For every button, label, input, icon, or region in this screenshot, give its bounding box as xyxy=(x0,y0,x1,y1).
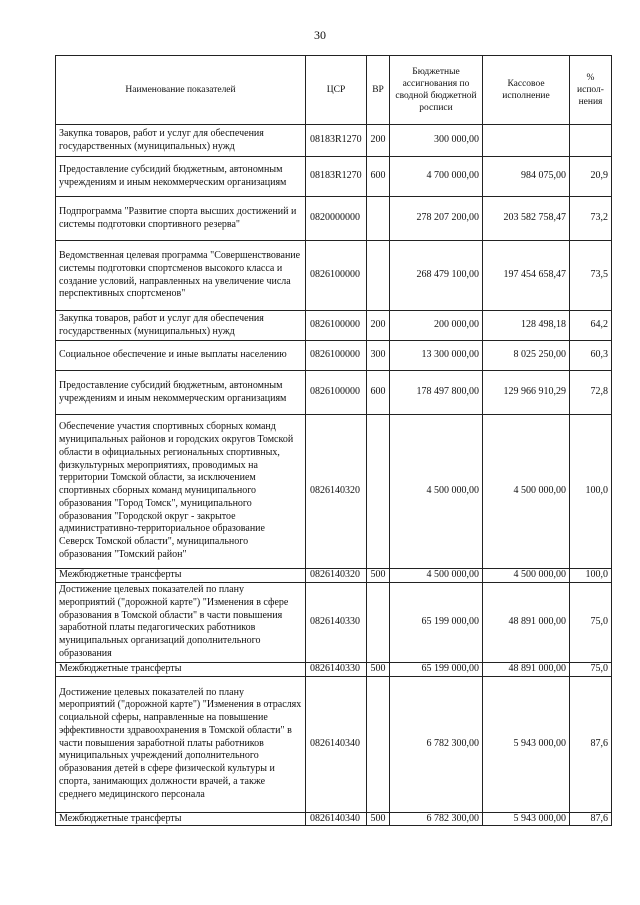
row-cash: 4 500 000,00 xyxy=(483,415,570,569)
row-cash xyxy=(483,125,570,157)
row-percent: 100,0 xyxy=(570,569,612,583)
table-row xyxy=(56,582,612,662)
row-name: Предоставление субсидий бюджетным, автономным учреждениям и иным некоммерческим организациям xyxy=(56,371,306,415)
row-vr: 600 xyxy=(367,157,390,197)
row-vr: 500 xyxy=(367,569,390,583)
table-row xyxy=(56,415,612,569)
row-csr: 0820000000 xyxy=(306,197,367,241)
row-vr xyxy=(367,582,390,662)
row-vr: 200 xyxy=(367,311,390,341)
row-assignments: 178 497 800,00 xyxy=(390,371,483,415)
row-name: Достижение целевых показателей по плану мероприятий ("дорожной карте") "Изменения в сфере образования в Томской области" в части повышения заработной платы педагогических работников муниципальных организаций дополнительного образования xyxy=(56,582,306,662)
row-percent: 73,2 xyxy=(570,197,612,241)
row-percent xyxy=(570,125,612,157)
row-assignments: 268 479 100,00 xyxy=(390,241,483,311)
row-csr: 0826100000 xyxy=(306,241,367,311)
row-name: Социальное обеспечение и иные выплаты населению xyxy=(56,341,306,371)
row-name: Обеспечение участия спортивных сборных команд муниципальных районов и городских округов Томской области в официальных региональных спортивных, физкультурных мероприятиях, проводимых на территории Томской области, за исключением спортивных сборных команд муниципального образования "Город Томск", муниципального образования "Городской округ - закрытое административно-территориальное образование Северск Томской области", муниципального образования "Томский район" xyxy=(56,415,306,569)
row-vr xyxy=(367,197,390,241)
row-assignments: 4 500 000,00 xyxy=(390,569,483,583)
table-row xyxy=(56,241,612,311)
row-percent: 75,0 xyxy=(570,662,612,676)
row-vr: 300 xyxy=(367,341,390,371)
row-name: Закупка товаров, работ и услуг для обеспечения государственных (муниципальных) нужд xyxy=(56,125,306,157)
row-percent: 87,6 xyxy=(570,812,612,826)
row-name: Межбюджетные трансферты xyxy=(56,569,306,583)
row-cash: 128 498,18 xyxy=(483,311,570,341)
page-number: 30 xyxy=(314,28,326,42)
header-name: Наименование показателей xyxy=(56,56,306,125)
row-csr: 0826100000 xyxy=(306,371,367,415)
row-percent: 75,0 xyxy=(570,582,612,662)
row-cash: 48 891 000,00 xyxy=(483,662,570,676)
row-csr: 0826140330 xyxy=(306,582,367,662)
row-csr: 0826100000 xyxy=(306,341,367,371)
row-percent: 73,5 xyxy=(570,241,612,311)
row-vr: 200 xyxy=(367,125,390,157)
row-vr: 500 xyxy=(367,662,390,676)
row-percent: 64,2 xyxy=(570,311,612,341)
row-assignments: 300 000,00 xyxy=(390,125,483,157)
row-cash: 5 943 000,00 xyxy=(483,812,570,826)
row-csr: 0826140320 xyxy=(306,415,367,569)
row-assignments: 200 000,00 xyxy=(390,311,483,341)
row-name: Подпрограмма "Развитие спорта высших достижений и системы подготовки спортивного резерва" xyxy=(56,197,306,241)
row-cash: 4 500 000,00 xyxy=(483,569,570,583)
budget-table xyxy=(55,55,612,826)
row-vr: 500 xyxy=(367,812,390,826)
row-cash: 203 582 758,47 xyxy=(483,197,570,241)
row-name: Межбюджетные трансферты xyxy=(56,662,306,676)
row-vr xyxy=(367,241,390,311)
header-csr: ЦСР xyxy=(306,56,367,125)
row-vr xyxy=(367,676,390,812)
table-row xyxy=(56,157,612,197)
row-cash: 48 891 000,00 xyxy=(483,582,570,662)
row-percent: 72,8 xyxy=(570,371,612,415)
table-row xyxy=(56,125,612,157)
row-name: Предоставление субсидий бюджетным, автономным учреждениям и иным некоммерческим организациям xyxy=(56,157,306,197)
header-vr: ВР xyxy=(367,56,390,125)
row-cash: 984 075,00 xyxy=(483,157,570,197)
row-percent: 20,9 xyxy=(570,157,612,197)
row-percent: 60,3 xyxy=(570,341,612,371)
row-cash: 129 966 910,29 xyxy=(483,371,570,415)
row-assignments: 13 300 000,00 xyxy=(390,341,483,371)
header-percent: % испол-нения xyxy=(570,56,612,125)
row-cash: 8 025 250,00 xyxy=(483,341,570,371)
row-csr: 0826100000 xyxy=(306,311,367,341)
row-assignments: 65 199 000,00 xyxy=(390,582,483,662)
row-assignments: 65 199 000,00 xyxy=(390,662,483,676)
header-assignments: Бюджетные ассигнования по сводной бюджетной росписи xyxy=(390,56,483,125)
table-row xyxy=(56,569,612,583)
table-row xyxy=(56,341,612,371)
row-name: Ведомственная целевая программа "Совершенствование системы подготовки спортсменов высокого класса и создание условий, направленных на увеличение числа перспективных спортсменов" xyxy=(56,241,306,311)
row-csr: 0826140320 xyxy=(306,569,367,583)
row-csr: 08183R1270 xyxy=(306,157,367,197)
row-percent: 87,6 xyxy=(570,676,612,812)
row-vr xyxy=(367,415,390,569)
row-assignments: 6 782 300,00 xyxy=(390,676,483,812)
row-assignments: 4 700 000,00 xyxy=(390,157,483,197)
row-csr: 08183R1270 xyxy=(306,125,367,157)
row-name: Межбюджетные трансферты xyxy=(56,812,306,826)
table-row xyxy=(56,311,612,341)
row-percent: 100,0 xyxy=(570,415,612,569)
row-cash: 5 943 000,00 xyxy=(483,676,570,812)
header-cash-execution: Кассовое исполнение xyxy=(483,56,570,125)
row-name: Закупка товаров, работ и услуг для обеспечения государственных (муниципальных) нужд xyxy=(56,311,306,341)
row-assignments: 4 500 000,00 xyxy=(390,415,483,569)
table-row xyxy=(56,371,612,415)
row-vr: 600 xyxy=(367,371,390,415)
row-assignments: 278 207 200,00 xyxy=(390,197,483,241)
table-row xyxy=(56,676,612,812)
row-csr: 0826140330 xyxy=(306,662,367,676)
row-csr: 0826140340 xyxy=(306,812,367,826)
table-row xyxy=(56,197,612,241)
row-name: Достижение целевых показателей по плану мероприятий ("дорожной карте") "Изменения в отраслях социальной сферы, направленные на повышение эффективности здравоохранения в Томской области" в части повышения заработной платы работников муниципальных учреждений дополнительного образования детей в сфере физической культуры и спорта, занимающих должности врачей, а также среднего медицинского персонала xyxy=(56,676,306,812)
row-csr: 0826140340 xyxy=(306,676,367,812)
table-row xyxy=(56,812,612,826)
row-cash: 197 454 658,47 xyxy=(483,241,570,311)
table-header-row xyxy=(56,56,612,125)
row-assignments: 6 782 300,00 xyxy=(390,812,483,826)
table-row xyxy=(56,662,612,676)
